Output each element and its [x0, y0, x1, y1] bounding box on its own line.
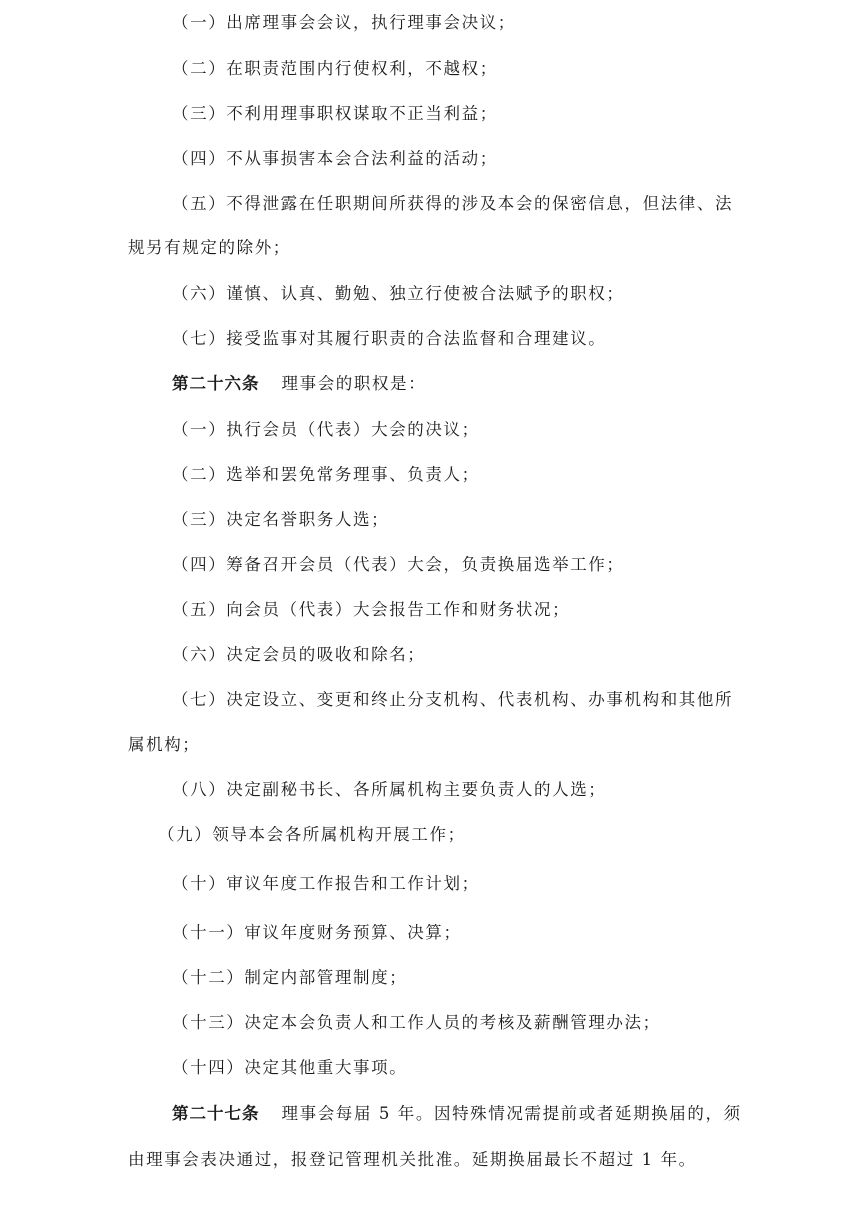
power-item-10: （十）审议年度工作报告和工作计划；: [172, 874, 480, 893]
power-item-11: （十一）审议年度财务预算、决算；: [172, 923, 462, 942]
article-27-line-1: 理事会每届 5 年。因特殊情况需提前或者延期换届的，须: [281, 1104, 742, 1123]
duty-item-7: （七）接受监事对其履行职责的合法监督和合理建议。: [172, 329, 607, 348]
power-item-3: （三）决定名誉职务人选；: [172, 510, 390, 529]
power-item-13: （十三）决定本会负责人和工作人员的考核及薪酬管理办法；: [172, 1013, 661, 1032]
power-item-7: （七）决定设立、变更和终止分支机构、代表机构、办事机构和其他所: [172, 690, 734, 709]
duty-item-4: （四）不从事损害本会合法利益的活动；: [172, 149, 498, 168]
article-26-heading: 第二十六条: [172, 374, 260, 393]
duty-item-1: （一）出席理事会会议，执行理事会决议；: [172, 13, 516, 32]
power-item-7-continued: 属机构；: [128, 735, 201, 754]
power-item-12: （十二）制定内部管理制度；: [172, 968, 408, 987]
duty-item-6: （六）谨慎、认真、勤勉、独立行使被合法赋予的职权；: [172, 284, 625, 303]
article-27-line-2: 由理事会表决通过，报登记管理机关批准。延期换届最长不超过 1 年。: [128, 1150, 697, 1169]
article-27-heading: 第二十七条: [172, 1104, 260, 1123]
power-item-14: （十四）决定其他重大事项。: [172, 1058, 408, 1077]
duty-item-5: （五）不得泄露在任职期间所获得的涉及本会的保密信息，但法律、法: [172, 194, 734, 213]
power-item-6: （六）决定会员的吸收和除名；: [172, 645, 426, 664]
power-item-8: （八）决定副秘书长、各所属机构主要负责人的人选；: [172, 780, 607, 799]
article-27: [172, 1103, 742, 1125]
duty-item-2: （二）在职责范围内行使权利，不越权；: [172, 59, 498, 78]
power-item-4: （四）筹备召开会员（代表）大会，负责换届选举工作；: [172, 555, 625, 574]
duty-item-5-continued: 规另有规定的除外；: [128, 238, 291, 257]
power-item-9: （九）领导本会各所属机构开展工作；: [158, 825, 466, 844]
article-26: [172, 373, 426, 395]
power-item-2: （二）选举和罢免常务理事、负责人；: [172, 465, 480, 484]
power-item-1: （一）执行会员（代表）大会的决议；: [172, 420, 480, 439]
article-26-text: 理事会的职权是：: [281, 374, 427, 393]
power-item-5: （五）向会员（代表）大会报告工作和财务状况；: [172, 600, 571, 619]
duty-item-3: （三）不利用理事职权谋取不正当利益；: [172, 104, 498, 123]
